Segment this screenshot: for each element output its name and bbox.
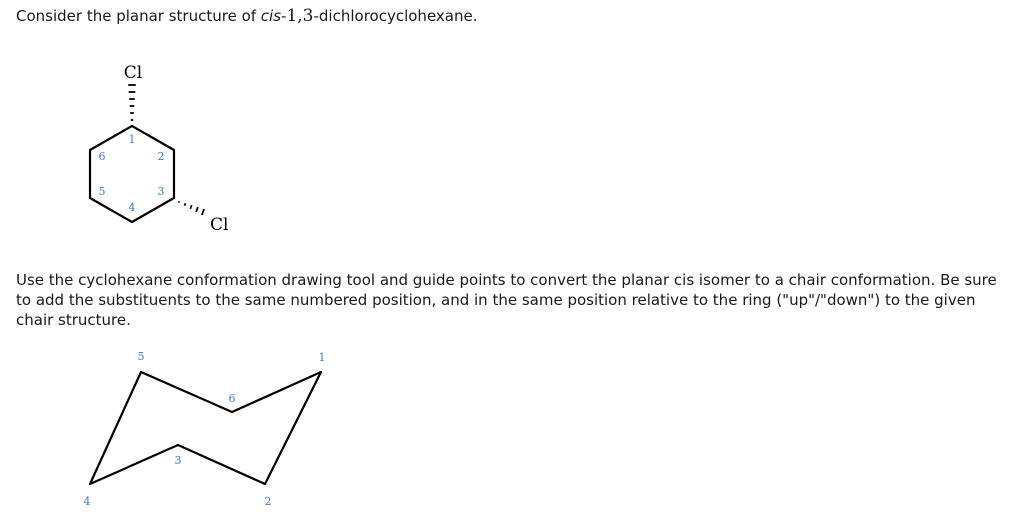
cl-substituent-bottom: Cl (210, 215, 229, 235)
planar-position-6: 6 (98, 150, 106, 163)
question-cis-italic: cis (260, 7, 282, 25)
question-suffix: -dichlorocyclohexane. (313, 7, 478, 25)
planar-position-1: 1 (128, 133, 136, 146)
hashed-wedge-c1 (128, 85, 136, 120)
chair-structure (84, 350, 326, 508)
question-hyphen: - (281, 7, 287, 25)
planar-structure (90, 63, 228, 235)
planar-position-4: 4 (128, 201, 136, 214)
question-prefix: Consider the planar structure of (16, 7, 261, 25)
chair-ring (90, 372, 321, 484)
chair-position-2: 2 (264, 495, 272, 508)
chair-position-3: 3 (174, 454, 182, 467)
hashed-wedge-c3 (179, 201, 204, 215)
cl-substituent-top: Cl (123, 63, 143, 83)
planar-position-2: 2 (157, 150, 165, 163)
chair-position-4: 4 (83, 495, 91, 508)
instructions-text: Use the cyclohexane conformation drawing tool and guide points to convert the planar cis isomer to a chair conformation. Be sure to add the substituents to the same numbered position, and in the same position relative to the ring ("up"/"down") to the given chair structure. (16, 271, 997, 329)
planar-position-5: 5 (98, 185, 106, 198)
chair-position-6: 6 (228, 392, 236, 405)
planar-position-3: 3 (157, 185, 165, 198)
chair-position-5: 5 (137, 350, 145, 363)
question-locants: 1,3 (286, 6, 314, 26)
chair-position-1: 1 (318, 351, 326, 364)
